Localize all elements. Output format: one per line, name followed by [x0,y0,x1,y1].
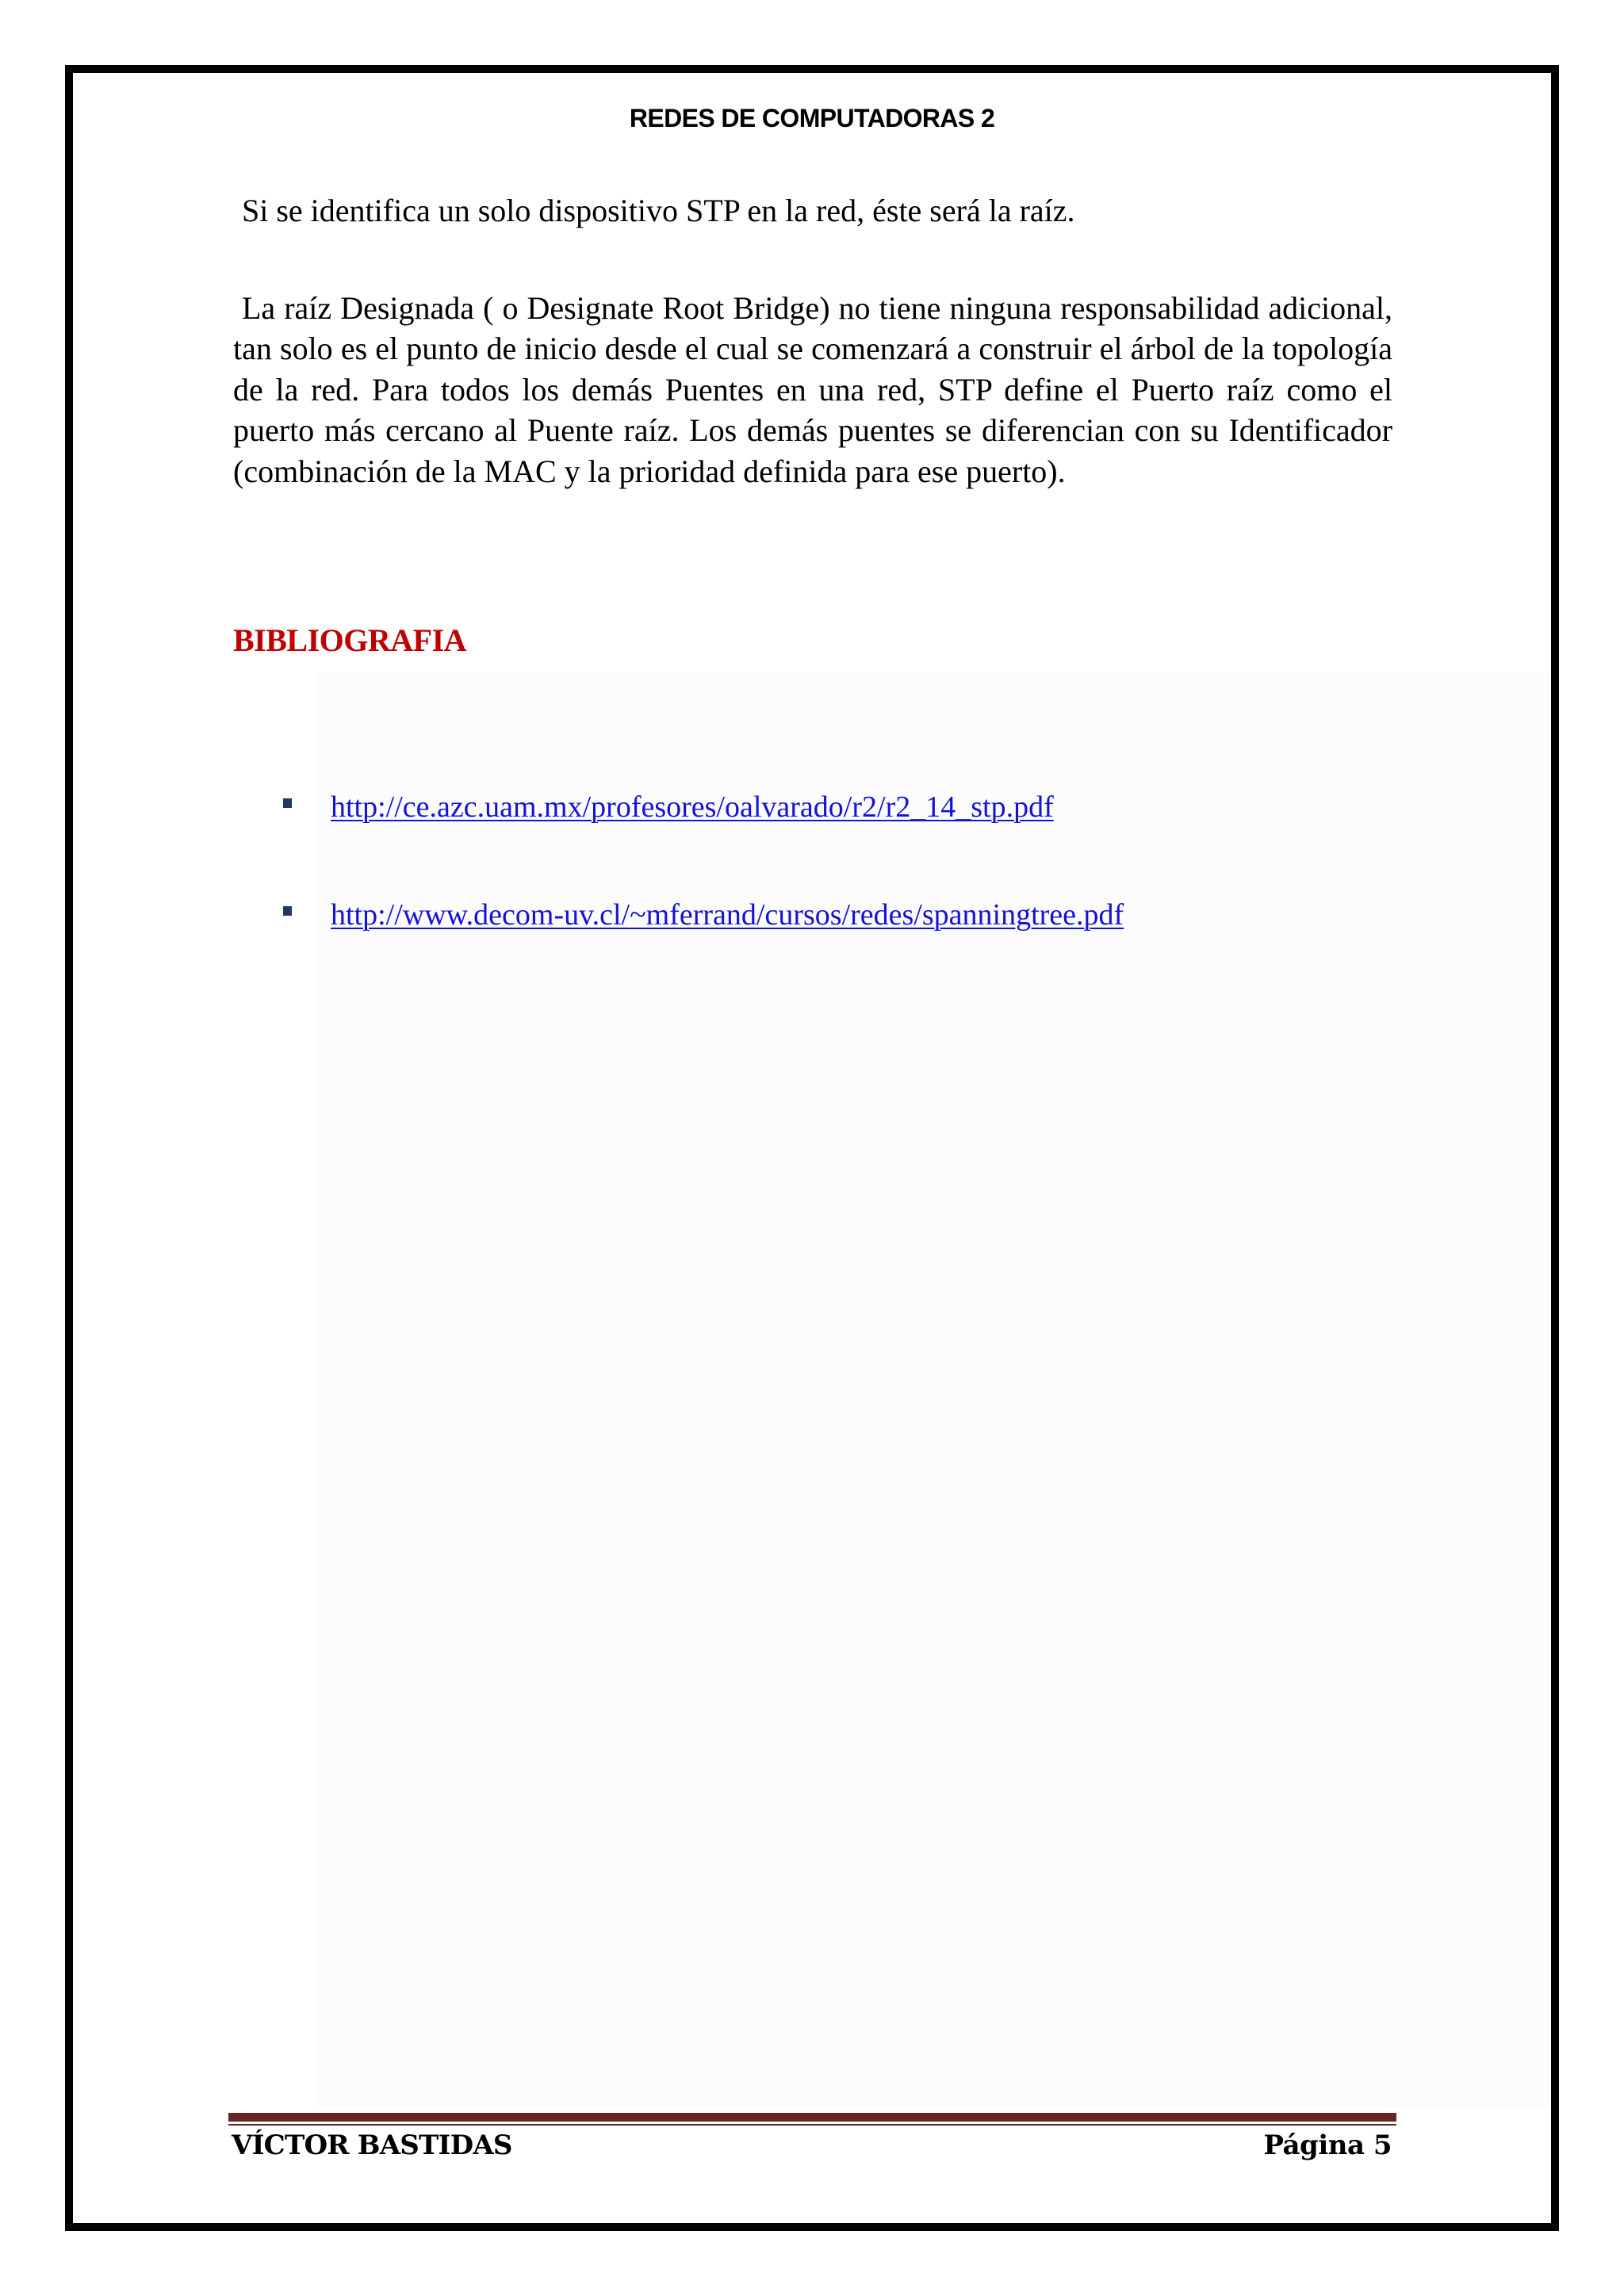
content-background-panel [317,672,1551,2107]
footer-author-name: VÍCTOR BASTIDAS [232,2130,512,2161]
bibliography-item [283,897,1393,936]
bibliography-link-decom-spanningtree[interactable]: http://www.decom-uv.cl/~mferrand/cursos/redes/spanningtree.pdf [331,898,1124,932]
running-header-title: REDES DE COMPUTADORAS 2 [629,104,995,132]
square-bullet-icon [283,906,292,916]
footer-page-number: Página 5 [1263,2130,1392,2161]
footer-rule-thin [228,2124,1396,2126]
bibliography-item [283,789,1393,828]
square-bullet-icon [283,798,292,808]
paragraph-root-single-device: Si se identifica un solo dispositivo STP en la red, éste será la raíz. [242,193,1075,228]
bibliography-link-uam-stp[interactable]: http://ce.azc.uam.mx/profesores/oalvarado/r2/r2_14_stp.pdf [331,790,1054,824]
paragraph-designated-root-bridge: La raíz Designada ( o Designate Root Bridge) no tiene ninguna responsabilidad adicional, tan solo es el punto de inicio desde el cual se comenzará a construir el árbol de la topología de la red. Para todos los demás Puentes en una red, STP define el Puerto raíz como el puerto más cercano al Puente raíz. Los demás puentes se diferencian con su Identificador (combinación de la MAC y la prioridad definida para ese puerto). [233,290,1392,489]
bibliography-heading: BIBLIOGRAFIA [233,622,467,658]
footer-rule-thick [228,2113,1396,2122]
